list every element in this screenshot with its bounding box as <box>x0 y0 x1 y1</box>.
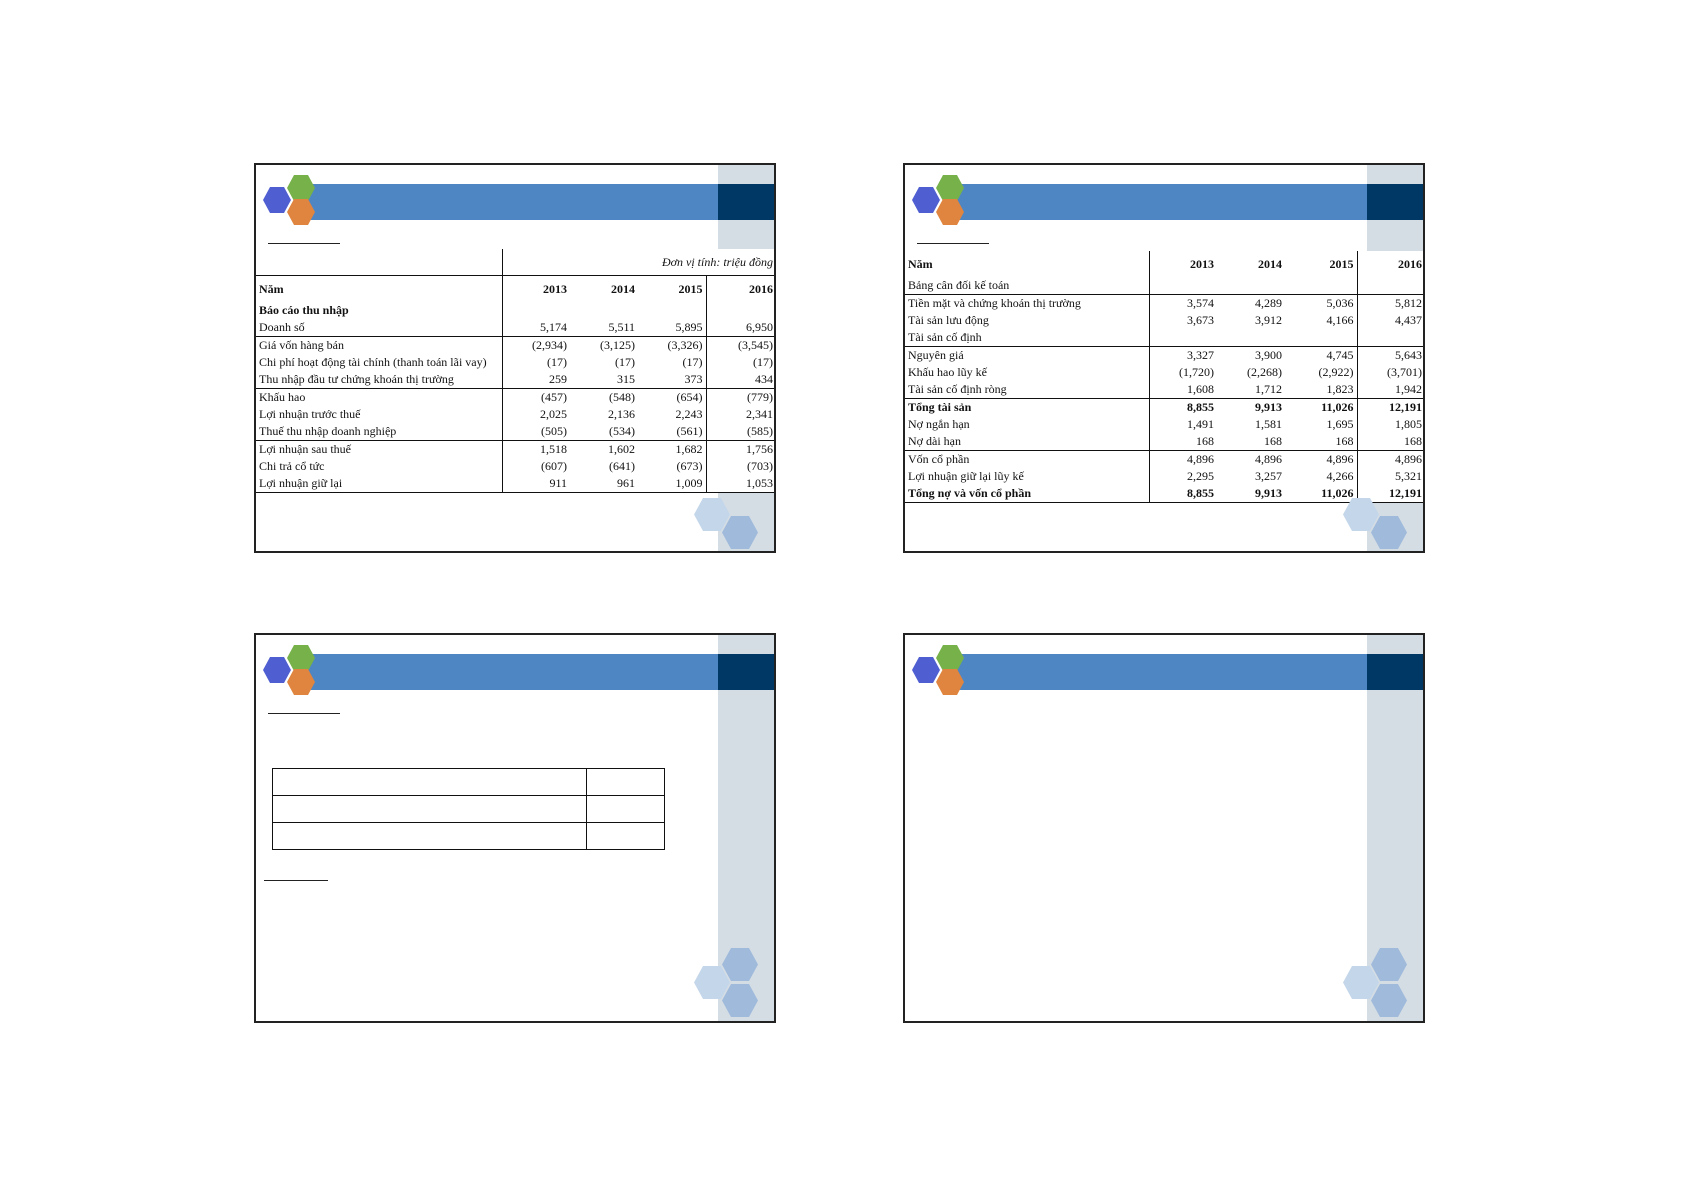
cell: 911 <box>502 475 570 493</box>
cell: 2,341 <box>706 406 776 423</box>
cell: 12,191 <box>1357 399 1425 417</box>
cell: 2,243 <box>675 407 703 421</box>
cell: 11,026 <box>1285 485 1357 503</box>
table-row <box>905 312 1425 329</box>
cell: 168 <box>1335 434 1354 448</box>
cell: 259 <box>549 372 567 386</box>
header-bar <box>945 184 1367 220</box>
table-row <box>905 451 1425 469</box>
header-year-label: Năm <box>256 276 502 303</box>
row-label: Thuế thu nhập doanh nghiệp <box>256 423 502 441</box>
title-underline <box>917 243 989 244</box>
slide-balance-sheet <box>903 163 1425 553</box>
cell: 5,895 <box>675 320 703 334</box>
cell: (17) <box>615 355 635 369</box>
row-label: Khấu hao <box>256 389 502 407</box>
subtitle-underline <box>264 880 328 881</box>
cell: (561) <box>676 424 703 438</box>
balance-sheet-table <box>905 251 1425 503</box>
row-label: Tài sản lưu động <box>905 312 1149 329</box>
table-row-divider <box>273 822 664 823</box>
header-bar <box>296 654 718 690</box>
cell: 4,437 <box>1357 312 1425 329</box>
row-label: Lợi nhuận giữ lại lũy kế <box>905 468 1149 485</box>
cell: 3,327 <box>1149 347 1217 365</box>
table-row <box>256 319 776 337</box>
cell: (505) <box>541 424 567 438</box>
cell: 5,812 <box>1357 295 1425 313</box>
header-bar <box>296 184 718 220</box>
row-label: Lợi nhuận sau thuế <box>256 441 502 459</box>
header-year-label: Năm <box>905 251 1149 277</box>
cell: 6,950 <box>706 319 776 337</box>
empty-table <box>272 768 665 850</box>
section-label: Báo cáo thu nhập <box>256 302 502 319</box>
cell: (457) <box>502 389 570 407</box>
cell: 3,673 <box>1187 313 1214 327</box>
cell: 1,608 <box>1187 382 1214 396</box>
cell: (3,545) <box>706 337 776 355</box>
cell: (703) <box>706 458 776 475</box>
header-year: 2013 <box>1190 256 1214 271</box>
cell: (779) <box>706 389 776 407</box>
row-label: Nguyên giá <box>905 347 1149 365</box>
cell: 1,805 <box>1357 416 1425 433</box>
cell: 5,511 <box>608 320 635 334</box>
cell: 1,602 <box>570 441 638 459</box>
cell: 1,823 <box>1326 382 1354 396</box>
row-label: Tài sản cố định <box>905 329 1149 347</box>
table-row <box>256 354 776 371</box>
title-underline <box>268 243 340 244</box>
hexagon-logo-blue <box>912 187 940 213</box>
table-row-divider <box>273 795 664 796</box>
slide-income-statement <box>254 163 776 553</box>
cell: 3,257 <box>1255 469 1282 483</box>
table-row <box>256 423 776 441</box>
hexagon-logo-blue <box>912 657 940 683</box>
section-label: Bảng cân đối kế toán <box>905 277 1149 295</box>
cell: 1,682 <box>638 441 706 459</box>
cell: 5,036 <box>1285 295 1357 313</box>
cell: (2,268) <box>1247 365 1282 379</box>
cell: 168 <box>1264 434 1282 448</box>
cell: 2,025 <box>540 407 567 421</box>
header-year: 2016 <box>706 276 776 303</box>
cell: (641) <box>609 459 635 473</box>
cell: 4,896 <box>1357 451 1425 469</box>
table-row <box>256 406 776 423</box>
row-label: Tiền mặt và chứng khoán thị trường <box>905 295 1149 313</box>
row-label: Nợ ngắn hạn <box>905 416 1149 433</box>
cell: 9,913 <box>1217 399 1285 417</box>
table-row <box>905 364 1425 381</box>
cell: 1,518 <box>502 441 570 459</box>
cell: 4,745 <box>1285 347 1357 365</box>
cell: 5,643 <box>1357 347 1425 365</box>
cell: (3,125) <box>570 337 638 355</box>
cell: (673) <box>676 459 703 473</box>
cell: 1,942 <box>1357 381 1425 399</box>
cell: 3,900 <box>1217 347 1285 365</box>
header-accent <box>1367 654 1423 690</box>
table-col-divider <box>586 769 587 849</box>
cell: (17) <box>682 355 703 369</box>
row-label: Chi phí hoạt động tài chính (thanh toán lãi vay) <box>256 354 502 371</box>
unit-note: Đơn vị tính: triệu đồng <box>661 254 773 269</box>
cell: (17) <box>547 355 567 369</box>
cell: (17) <box>706 354 776 371</box>
row-label: Nợ dài hạn <box>905 433 1149 451</box>
cell: (654) <box>638 389 706 407</box>
table-row <box>905 433 1425 451</box>
cell: (607) <box>541 459 567 473</box>
table-row <box>905 399 1425 417</box>
table-row <box>256 458 776 475</box>
header-accent <box>1367 184 1423 220</box>
cell: 2,295 <box>1187 469 1214 483</box>
cell: 373 <box>684 372 703 386</box>
cell: (585) <box>706 423 776 441</box>
header-bar <box>945 654 1367 690</box>
cell: 5,174 <box>540 320 567 334</box>
slide-empty-grid <box>254 633 776 1023</box>
cell: 1,695 <box>1326 417 1354 431</box>
table-row <box>905 485 1425 503</box>
cell: 315 <box>617 372 635 386</box>
cell: 4,266 <box>1326 469 1354 483</box>
row-label: Lợi nhuận giữ lại <box>256 475 502 493</box>
table-row <box>905 381 1425 399</box>
cell: (2,922) <box>1318 365 1354 379</box>
cell: 434 <box>706 371 776 389</box>
cell: (3,701) <box>1357 364 1425 381</box>
cell: (548) <box>570 389 638 407</box>
cell: 1,491 <box>1187 417 1214 431</box>
table-row <box>905 295 1425 313</box>
cell: 11,026 <box>1285 399 1357 417</box>
cell: 1,581 <box>1255 417 1282 431</box>
table-row <box>256 441 776 459</box>
cell: 961 <box>570 475 638 493</box>
cell: 1,756 <box>706 441 776 459</box>
header-year: 2015 <box>1329 256 1354 271</box>
cell: 9,913 <box>1217 485 1285 503</box>
cell: 3,912 <box>1255 313 1282 327</box>
row-label: Tổng nợ và vốn cổ phần <box>905 485 1149 503</box>
cell: 1,712 <box>1255 382 1282 396</box>
income-statement-table <box>256 249 776 493</box>
cell: 1,009 <box>638 475 706 493</box>
row-label: Vốn cổ phần <box>905 451 1149 469</box>
row-label: Tài sản cố định ròng <box>905 381 1149 399</box>
cell: 4,289 <box>1217 295 1285 313</box>
row-label: Lợi nhuận trước thuế <box>256 406 502 423</box>
cell: 12,191 <box>1357 485 1425 503</box>
cell: 3,574 <box>1149 295 1217 313</box>
cell: 4,896 <box>1217 451 1285 469</box>
title-underline <box>268 713 340 714</box>
table-row <box>905 416 1425 433</box>
cell: 4,166 <box>1326 313 1354 327</box>
table-row <box>905 329 1425 347</box>
slide-blank <box>903 633 1425 1023</box>
header-accent <box>718 184 774 220</box>
row-label: Thu nhập đầu tư chứng khoán thị trường <box>256 371 502 389</box>
cell: (534) <box>609 424 635 438</box>
table-row <box>256 389 776 407</box>
row-label: Doanh số <box>256 319 502 337</box>
header-year: 2014 <box>1258 256 1282 271</box>
cell: 5,321 <box>1357 468 1425 485</box>
cell: 4,896 <box>1285 451 1357 469</box>
table-row <box>256 371 776 389</box>
table-row <box>905 468 1425 485</box>
table-row <box>256 475 776 493</box>
table-row <box>905 347 1425 365</box>
row-label: Chi trả cổ tức <box>256 458 502 475</box>
header-accent <box>718 654 774 690</box>
cell: 168 <box>1196 434 1214 448</box>
hexagon-logo-blue <box>263 657 291 683</box>
row-label: Khấu hao lũy kế <box>905 364 1149 381</box>
cell: 8,855 <box>1149 399 1217 417</box>
cell: 4,896 <box>1149 451 1217 469</box>
header-year: 2014 <box>570 276 638 303</box>
cell: 2,136 <box>608 407 635 421</box>
header-year: 2015 <box>638 276 706 303</box>
cell: 168 <box>1357 433 1425 451</box>
header-year: 2013 <box>502 276 570 303</box>
cell: (2,934) <box>502 337 570 355</box>
header-year: 2016 <box>1357 251 1425 277</box>
row-label: Tổng tài sản <box>905 399 1149 417</box>
cell: (3,326) <box>638 337 706 355</box>
row-label: Giá vốn hàng bán <box>256 337 502 355</box>
cell: (1,720) <box>1179 365 1214 379</box>
cell: 1,053 <box>706 475 776 493</box>
cell: 8,855 <box>1149 485 1217 503</box>
hexagon-logo-blue <box>263 187 291 213</box>
table-row <box>256 337 776 355</box>
